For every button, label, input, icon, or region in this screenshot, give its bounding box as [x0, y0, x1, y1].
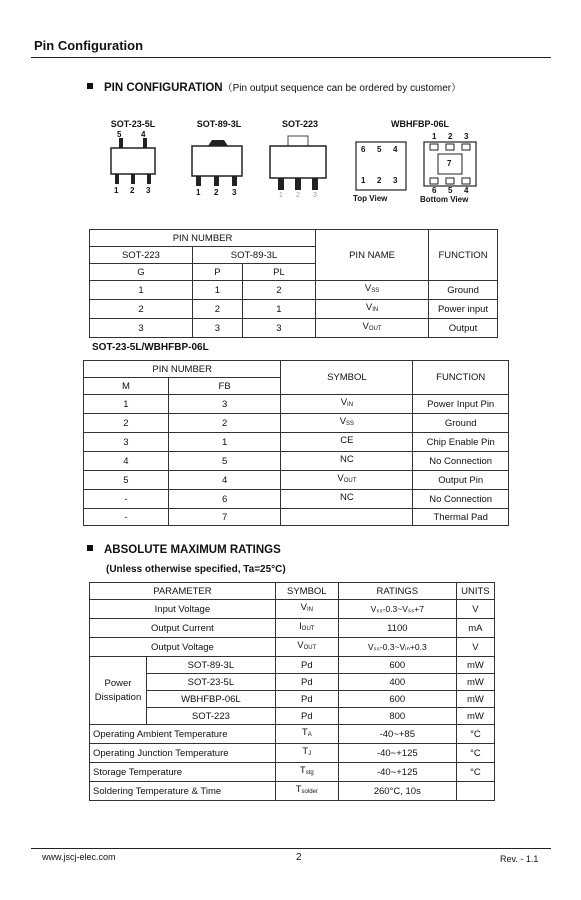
wbhfbp-bottom-view-diagram	[420, 132, 480, 208]
cell: 1	[90, 281, 193, 300]
cell: 4	[168, 471, 281, 490]
table-row	[90, 281, 498, 300]
ratings-header: RATINGS	[338, 583, 456, 600]
pin-num: 1	[114, 186, 119, 195]
pin-num: 5	[377, 145, 382, 154]
cell	[275, 600, 338, 619]
cell: mW	[456, 674, 494, 691]
cell: V	[456, 600, 494, 619]
cell: 3	[90, 319, 193, 338]
cell: Input Voltage	[90, 600, 276, 619]
cell-text: V	[339, 416, 347, 427]
pin-num: 1	[196, 188, 201, 197]
cell	[281, 452, 413, 471]
parameter-header: PARAMETER	[90, 583, 276, 600]
pkg-label-sot89-3l: SOT-89-3L	[196, 119, 242, 129]
title-rule	[31, 57, 551, 58]
cell-sub: IN	[372, 307, 379, 313]
cell: °C	[456, 725, 494, 744]
cell: 600	[338, 691, 456, 708]
cell	[275, 619, 338, 638]
table-row	[84, 490, 509, 509]
cell-text: NC	[340, 492, 354, 503]
cell	[316, 300, 429, 319]
bullet-square-icon	[87, 545, 93, 551]
pin-num: 4	[141, 130, 146, 139]
cell: Pd	[275, 674, 338, 691]
table-row	[90, 638, 495, 657]
cell	[281, 490, 413, 509]
cell: 5	[84, 471, 169, 490]
pin-num: 1	[361, 176, 366, 185]
cell-text: T	[299, 765, 306, 776]
table-row	[90, 600, 495, 619]
cell-text: CE	[340, 435, 354, 446]
cell-text: NC	[340, 454, 354, 465]
table-row	[84, 433, 509, 452]
cell: 2	[84, 414, 169, 433]
cell: 6	[168, 490, 281, 509]
col-m-header: M	[84, 378, 169, 395]
cell-sub: SS	[371, 288, 380, 294]
cell: Pd	[275, 691, 338, 708]
pin-num: 1	[279, 192, 283, 199]
cell: 4	[84, 452, 169, 471]
cell: 1	[242, 300, 315, 319]
pin-num: 4	[464, 186, 469, 195]
top-view-label: Top View	[353, 194, 388, 203]
ratings-heading	[87, 544, 281, 556]
cell: -40~+125	[338, 763, 456, 782]
cell-sub: IN	[347, 402, 354, 408]
cell: Power input	[429, 300, 498, 319]
symbol-header: SYMBOL	[275, 583, 338, 600]
cell: SOT-89-3L	[147, 657, 276, 674]
ratings-tail-body	[90, 725, 495, 801]
pin-num: 5	[448, 186, 453, 195]
cell: 800	[338, 708, 456, 725]
table-row	[90, 763, 495, 782]
section-title: Pin Configuration	[34, 38, 144, 53]
cell: No Connection	[413, 452, 509, 471]
table-row	[84, 395, 509, 414]
cell: mA	[456, 619, 494, 638]
pin-num: 2	[296, 192, 300, 199]
cell: Pd	[275, 657, 338, 674]
col-pl-header: PL	[242, 264, 315, 281]
cell: SOT-23-5L	[147, 674, 276, 691]
pkg-sot223-header: SOT-223	[90, 247, 193, 264]
cell-sub: OUT	[303, 645, 317, 651]
cell-text: V	[364, 283, 372, 294]
cell: 1	[84, 395, 169, 414]
pin-config-note: （Pin output sequence can be ordered by customer）	[222, 83, 462, 94]
bullet-square-icon	[87, 83, 93, 89]
pin-config-heading	[87, 79, 461, 94]
pin-num: 2	[130, 186, 135, 195]
table-row	[84, 471, 509, 490]
cell: V	[456, 638, 494, 657]
cell-text: V	[297, 640, 304, 651]
pin-num: 3	[232, 188, 237, 197]
pin-config-title: PIN CONFIGURATION	[104, 82, 223, 94]
cell	[281, 509, 413, 526]
cell: Vₛₛ-0.3~Vᵢₙ+0.3	[338, 638, 456, 657]
pin-num: 3	[146, 186, 151, 195]
ratings-table	[89, 582, 495, 801]
cell: 3	[242, 319, 315, 338]
footer-page-number: 2	[296, 852, 302, 863]
pin-name-header: PIN NAME	[316, 230, 429, 281]
cell-text: I	[299, 621, 302, 632]
table-row	[90, 744, 495, 763]
cell	[281, 414, 413, 433]
cell: Operating Ambient Temperature	[90, 725, 276, 744]
cell	[281, 471, 413, 490]
cell: 600	[338, 657, 456, 674]
col-g-header: G	[90, 264, 193, 281]
cell: Vₛₛ-0.3~Vₛₛ+7	[338, 600, 456, 619]
cell-sub: J	[308, 751, 312, 757]
col-p-header: P	[192, 264, 242, 281]
cell-sub: OUT	[368, 326, 382, 332]
ratings-title: ABSOLUTE MAXIMUM RATINGS	[104, 544, 281, 556]
cell: Ground	[413, 414, 509, 433]
cell	[281, 433, 413, 452]
pkg-label-wbhfbp-06l: WBHFBP-06L	[391, 119, 449, 129]
table-row	[90, 725, 495, 744]
symbol-header: SYMBOL	[281, 361, 413, 395]
table-row	[90, 782, 495, 801]
table-row	[84, 414, 509, 433]
sot23-5l-diagram	[105, 130, 165, 200]
cell	[281, 395, 413, 414]
cell-sub: A	[307, 732, 312, 738]
pin-num: 2	[214, 188, 219, 197]
cell: -	[84, 490, 169, 509]
cell: 2	[192, 300, 242, 319]
cell	[275, 744, 338, 763]
pin-num: 4	[393, 145, 398, 154]
cell-sub: SS	[346, 421, 355, 427]
cell: 400	[338, 674, 456, 691]
cell: Operating Junction Temperature	[90, 744, 276, 763]
cell: Soldering Temperature & Time	[90, 782, 276, 801]
pin-num: 3	[464, 132, 469, 141]
table-row	[84, 452, 509, 471]
pin-num: 2	[448, 132, 453, 141]
table-row	[90, 657, 495, 674]
cell-text: V	[365, 302, 373, 313]
cell: Ground	[429, 281, 498, 300]
cell	[316, 319, 429, 338]
table2-body	[84, 395, 509, 526]
cell-text: T	[295, 784, 302, 795]
cell: 3	[84, 433, 169, 452]
cell: 3	[168, 395, 281, 414]
cell: mW	[456, 691, 494, 708]
pin-table-3l	[89, 229, 498, 338]
function-header: FUNCTION	[429, 230, 498, 281]
cell: -40~+85	[338, 725, 456, 744]
cell	[275, 782, 338, 801]
pkg-sot89-header: SOT-89-3L	[192, 247, 315, 264]
cell: 2	[168, 414, 281, 433]
power-dissipation-cell	[90, 657, 147, 725]
pin-number-header: PIN NUMBER	[84, 361, 281, 378]
cell: Output	[429, 319, 498, 338]
cell	[275, 638, 338, 657]
footer-url: www.jscj-elec.com	[42, 852, 116, 862]
pkg-label-sot223: SOT-223	[281, 119, 319, 129]
cell: mW	[456, 708, 494, 725]
cell-sub: OUT	[343, 478, 357, 484]
cell: mW	[456, 657, 494, 674]
pkg-label-sot23-5l: SOT-23-5L	[110, 119, 156, 129]
cell-text: V	[340, 397, 348, 408]
cell-text: V	[300, 602, 307, 613]
cell: Pd	[275, 708, 338, 725]
pin-num: 6	[361, 145, 366, 154]
pin-table-5l	[83, 360, 509, 526]
table-row	[90, 319, 498, 338]
cell-sub: IN	[306, 607, 313, 613]
dissipation-label: Dissipation	[94, 691, 142, 703]
ratings-subheading: (Unless otherwise specified, Ta=25°C)	[106, 564, 286, 575]
table-row	[90, 619, 495, 638]
pin-num: 2	[377, 176, 382, 185]
cell: 260°C, 10s	[338, 782, 456, 801]
pin-num: 5	[117, 130, 122, 139]
cell	[456, 782, 494, 801]
function-header: FUNCTION	[413, 361, 509, 395]
cell-text: V	[362, 321, 369, 332]
cell: °C	[456, 763, 494, 782]
cell: 7	[168, 509, 281, 526]
table2-caption: SOT-23-5L/WBHFBP-06L	[92, 342, 209, 353]
pin-num: 6	[432, 186, 437, 195]
cell: 3	[192, 319, 242, 338]
cell: 1	[192, 281, 242, 300]
cell: No Connection	[413, 490, 509, 509]
cell	[275, 763, 338, 782]
cell: 1100	[338, 619, 456, 638]
cell-sub: stg	[305, 770, 314, 776]
cell-sub: solder	[301, 789, 318, 795]
pin-num: 7	[447, 159, 452, 168]
cell: Thermal Pad	[413, 509, 509, 526]
wbhfbp-top-view-diagram	[352, 140, 412, 208]
footer-revision: Rev. - 1.1	[500, 854, 539, 864]
units-header: UNITS	[456, 583, 494, 600]
cell: -	[84, 509, 169, 526]
pin-number-header: PIN NUMBER	[90, 230, 316, 247]
cell	[275, 725, 338, 744]
pin-num: 3	[393, 176, 398, 185]
sot89-3l-diagram	[188, 132, 248, 202]
table-row	[90, 674, 495, 691]
cell: 1	[168, 433, 281, 452]
cell: Chip Enable Pin	[413, 433, 509, 452]
pin-num: 1	[432, 132, 437, 141]
cell	[316, 281, 429, 300]
cell: SOT-223	[147, 708, 276, 725]
cell: Output Pin	[413, 471, 509, 490]
col-fb-header: FB	[168, 378, 281, 395]
table-row	[90, 691, 495, 708]
cell-text: V	[337, 473, 344, 484]
cell: °C	[456, 744, 494, 763]
pin-num: 3	[313, 192, 317, 199]
cell: Storage Temperature	[90, 763, 276, 782]
cell: Output Current	[90, 619, 276, 638]
bottom-view-label: Bottom View	[420, 195, 469, 204]
cell: Power Input Pin	[413, 395, 509, 414]
cell: 2	[90, 300, 193, 319]
cell: WBHFBP-06L	[147, 691, 276, 708]
cell: -40~+125	[338, 744, 456, 763]
table-row	[90, 708, 495, 725]
cell: 2	[242, 281, 315, 300]
table-row	[90, 300, 498, 319]
cell: Output Voltage	[90, 638, 276, 657]
power-label: Power	[104, 677, 132, 689]
sot223-diagram	[268, 130, 330, 202]
cell-text: T	[302, 746, 309, 757]
cell-text: T	[301, 727, 308, 738]
table-row	[84, 509, 509, 526]
cell: 5	[168, 452, 281, 471]
cell-sub: OUT	[301, 626, 315, 632]
footer-rule	[31, 848, 551, 849]
